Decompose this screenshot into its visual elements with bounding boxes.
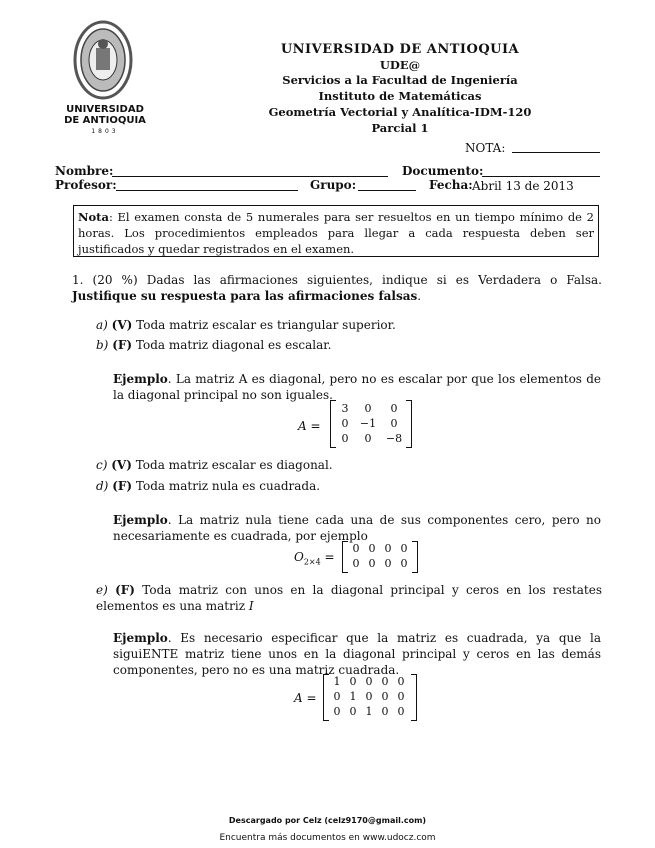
- example-2-text: . La matriz nula tiene cada una de sus componentes cero, pero no necesariamente es cuadrada, por ejemplo: [113, 513, 601, 543]
- item-e-letter: e): [96, 583, 108, 597]
- matrix-cell: 0: [364, 432, 372, 445]
- footer-download: Descargado por Celz (celz9170@gmail.com): [228, 816, 427, 825]
- grupo-field[interactable]: [358, 190, 416, 191]
- matrix-cell: 0: [390, 402, 398, 415]
- question-1: [72, 272, 602, 304]
- item-e-var: I: [248, 599, 254, 613]
- documento-field[interactable]: [482, 176, 600, 177]
- matrix-cell: 0: [400, 557, 408, 570]
- item-b-mark: (F): [112, 338, 133, 352]
- matrix-cell: 0: [341, 432, 349, 445]
- profesor-label: Profesor:: [55, 178, 117, 192]
- profesor-field[interactable]: [116, 190, 298, 191]
- header-udea: UDE@: [379, 58, 421, 72]
- fecha-label: Fecha:: [429, 178, 473, 192]
- matrix-nonsquare: [323, 674, 417, 721]
- matrix-cell: 0: [365, 675, 373, 688]
- matrix-cell: 0: [364, 402, 372, 415]
- matrix-cell: 0: [368, 542, 376, 555]
- item-a-letter: a): [96, 318, 108, 332]
- matrix-null: [342, 541, 418, 573]
- example-1-label: Ejemplo: [113, 372, 168, 386]
- matrix-cell: 1: [333, 675, 341, 688]
- nota-label: NOTA:: [465, 141, 506, 155]
- grupo-label: Grupo:: [310, 178, 357, 192]
- exam-note-box: [73, 205, 599, 257]
- question-number: 1.: [72, 273, 84, 287]
- matrix-cell: 0: [368, 557, 376, 570]
- example-1-lhs: A =: [298, 419, 321, 433]
- example-1: [113, 371, 601, 403]
- example-1-text: . La matriz A es diagonal, pero no es escalar por que los elementos de la diagonal principal no son iguales.: [113, 372, 601, 402]
- matrix-cell: 0: [352, 542, 360, 555]
- matrix-cell: 0: [390, 417, 398, 430]
- matrix-cell: 0: [397, 675, 405, 688]
- matrix-cell: 0: [352, 557, 360, 570]
- matrix-cell: 0: [333, 690, 341, 703]
- note-text: : El examen consta de 5 numerales para ser resueltos en un tiempo mínimo de 2 horas. Los procedimientos empleados para llegar a cada respuesta deben ser justificados y quedar registrados en el examen.: [78, 210, 594, 256]
- documento-label: Documento:: [402, 164, 484, 178]
- matrix-cell: 0: [365, 690, 373, 703]
- header-exam: Parcial 1: [371, 121, 429, 135]
- question-bold: Justifique su respuesta para las afirmaciones falsas: [72, 289, 418, 303]
- item-a: [96, 317, 396, 333]
- example-3-label: Ejemplo: [113, 631, 168, 645]
- question-text: Dadas las afirmaciones siguientes, indique si es Verdadera o Falsa.: [146, 273, 602, 287]
- matrix-cell: 0: [333, 705, 341, 718]
- matrix-cell: 0: [381, 705, 389, 718]
- example-2-sub: 2×4: [303, 557, 321, 567]
- matrix-cell: 0: [381, 675, 389, 688]
- item-c: [96, 457, 333, 473]
- item-a-mark: (V): [111, 318, 133, 332]
- nombre-field[interactable]: [112, 176, 388, 177]
- matrix-cell: 0: [349, 675, 357, 688]
- seal-icon: [72, 18, 134, 102]
- matrix-cell: 0: [384, 542, 392, 555]
- matrix-cell: 0: [397, 705, 405, 718]
- example-2: [113, 512, 601, 544]
- item-a-text: Toda matriz escalar es triangular superior.: [136, 318, 396, 332]
- matrix-cell: 0: [349, 705, 357, 718]
- logo-name-2: DE ANTIOQUIA: [64, 115, 146, 126]
- item-c-mark: (V): [111, 458, 132, 472]
- item-e-text: Toda matriz con unos en la diagonal principal y ceros en los restates elementos es una matriz: [96, 583, 602, 613]
- item-e: [96, 582, 602, 614]
- item-b-text: Toda matriz diagonal es escalar.: [135, 338, 332, 352]
- nota-field[interactable]: [512, 152, 600, 153]
- item-d-text: Toda matriz nula es cuadrada.: [135, 479, 321, 493]
- header-course: Geometría Vectorial y Analítica-IDM-120: [268, 105, 532, 119]
- item-b-letter: b): [96, 338, 109, 352]
- nombre-label: Nombre:: [55, 164, 114, 178]
- matrix-cell: −8: [385, 432, 403, 445]
- question-percent: (20 %): [92, 273, 138, 287]
- matrix-cell: 0: [384, 557, 392, 570]
- fecha-value: Abril 13 de 2013: [472, 179, 574, 193]
- item-d: [96, 478, 320, 494]
- example-2-eq: =: [320, 550, 335, 564]
- item-c-letter: c): [96, 458, 108, 472]
- matrix-cell: 0: [400, 542, 408, 555]
- example-3-text: . Es necesario especificar que la matriz es cuadrada, ya que la siguiENTE matriz tiene unos en la diagonal principal y ceros en las demás componentes, pero no es una matriz cuadrada.: [113, 631, 601, 677]
- matrix-cell: 0: [397, 690, 405, 703]
- question-dot: .: [417, 289, 422, 303]
- example-2-label: Ejemplo: [113, 513, 168, 527]
- matrix-cell: −1: [359, 417, 377, 430]
- logo-name: UNIVERSIDAD: [66, 104, 144, 115]
- matrix-cell: 3: [341, 402, 349, 415]
- header-institute: Instituto de Matemáticas: [318, 89, 482, 103]
- note-label: Nota: [78, 210, 109, 224]
- example-2-o: O: [294, 550, 304, 564]
- example-3: [113, 630, 601, 678]
- item-d-mark: (F): [112, 479, 133, 493]
- matrix-a-diagonal: [330, 400, 412, 448]
- header-services: Servicios a la Facultad de Ingeniería: [282, 73, 518, 87]
- footer-link[interactable]: Encuentra más documentos en www.udocz.com: [219, 833, 436, 843]
- example-2-lhs: [294, 549, 335, 570]
- item-d-letter: d): [96, 479, 109, 493]
- matrix-cell: 1: [349, 690, 357, 703]
- matrix-cell: 1: [365, 705, 373, 718]
- item-c-text: Toda matriz escalar es diagonal.: [135, 458, 333, 472]
- example-3-lhs: A =: [294, 691, 317, 705]
- item-e-mark: (F): [115, 583, 135, 597]
- matrix-cell: 0: [341, 417, 349, 430]
- header-university: UNIVERSIDAD DE ANTIOQUIA: [280, 42, 520, 57]
- logo-year: 1803: [91, 128, 119, 135]
- matrix-cell: 0: [381, 690, 389, 703]
- item-b: [96, 337, 331, 353]
